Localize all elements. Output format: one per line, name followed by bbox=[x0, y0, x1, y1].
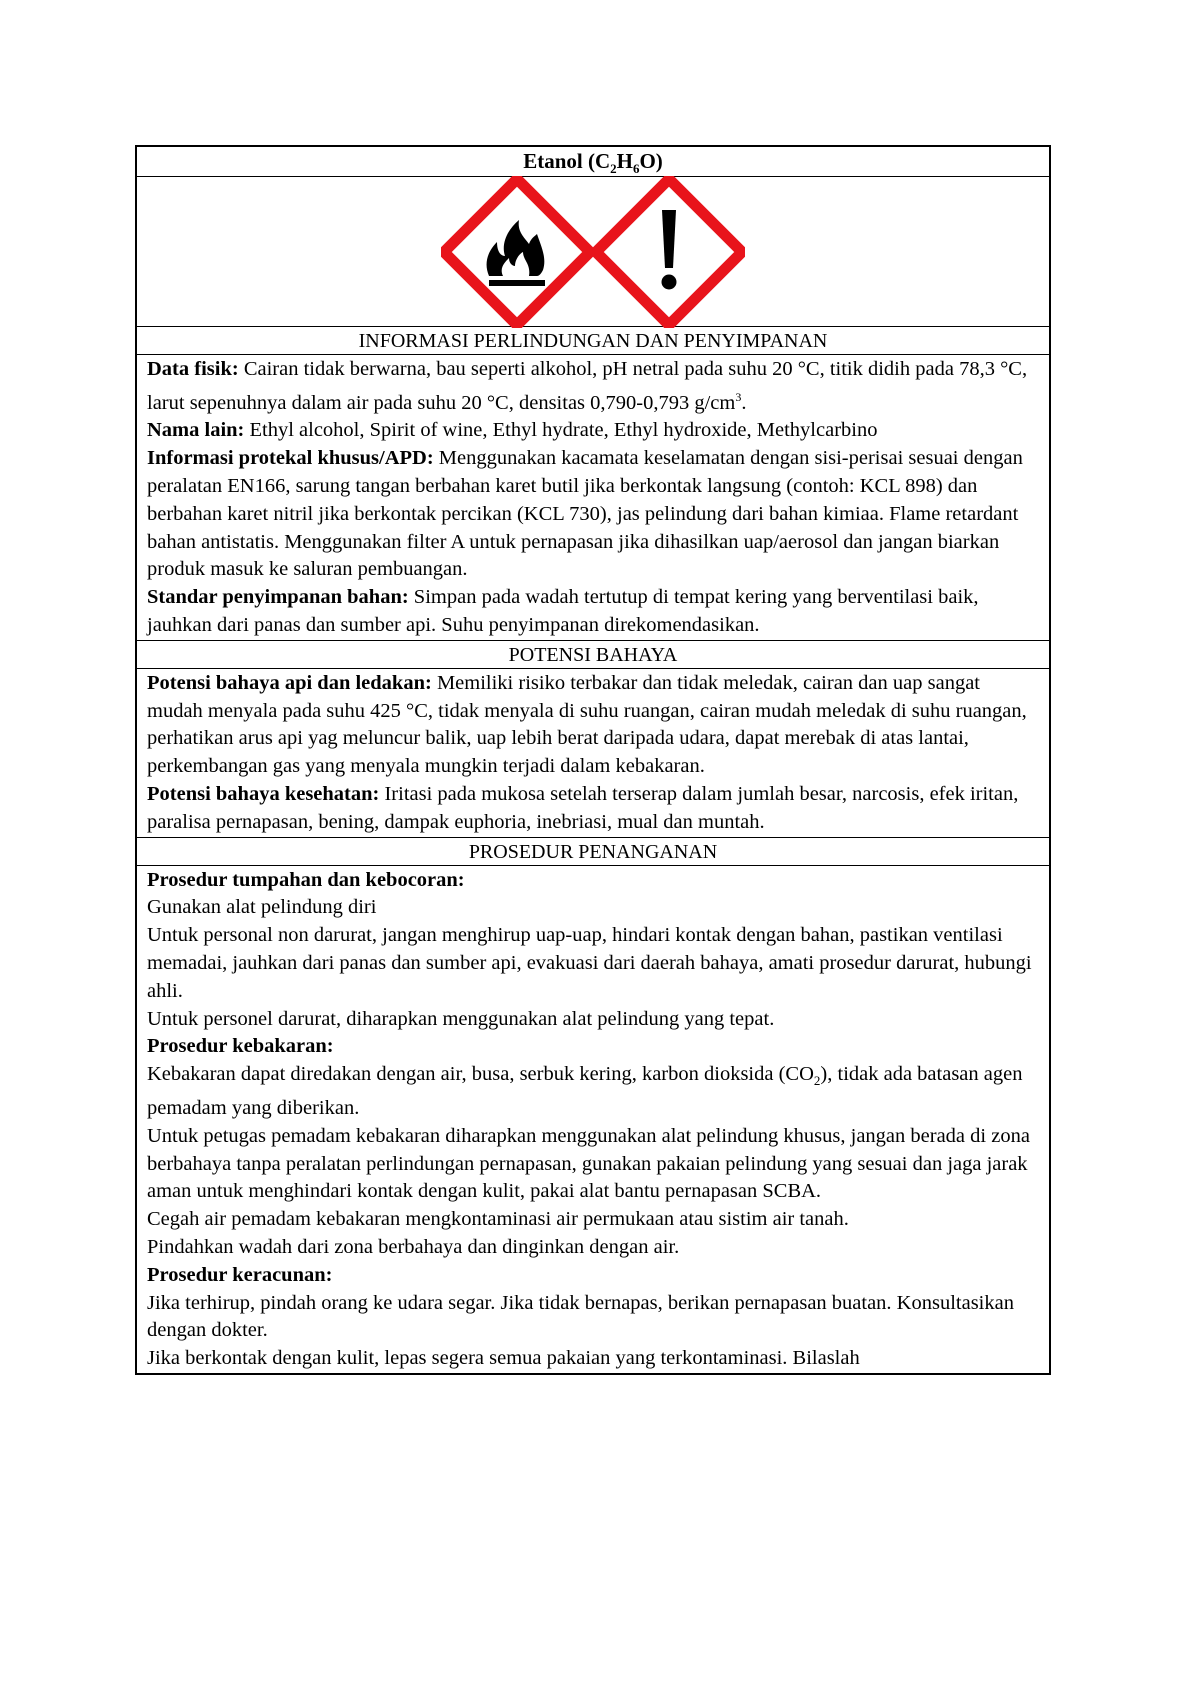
section-body-hazard bbox=[137, 669, 1049, 838]
paragraph-bahaya-api bbox=[147, 670, 1039, 781]
line-keracunan: Jika terhirup, pindah orang ke udara segar. Jika tidak bernapas, berikan pernapasan buatan. Konsultasikan dengan dokter. bbox=[147, 1291, 1014, 1342]
section-heading-protection: INFORMASI PERLINDUNGAN DAN PENYIMPANAN bbox=[137, 327, 1049, 355]
label-apd: Informasi protekal khusus/APD: bbox=[147, 447, 434, 470]
title-subscript: 2 bbox=[610, 161, 617, 177]
line-tumpahan: Untuk personel darurat, diharapkan menggunakan alat pelindung yang tepat. bbox=[147, 1007, 775, 1030]
label-nama-lain: Nama lain: bbox=[147, 419, 245, 442]
text-bahaya-api: Memiliki risiko terbakar dan tidak meledak, cairan dan uap sangat mudah menyala pada suhu 425 °C, tidak menyala di suhu ruangan, cairan mudah meledak di suhu ruangan, perhatikan arus api yag meluncur balik, uap lebih berat daripada udara, dapat merebak di atas lantai, perkembangan gas yang menyala mungkin terjadi dalam kebakaran. bbox=[147, 671, 1027, 778]
label-keracunan: Prosedur keracunan: bbox=[147, 1263, 333, 1286]
title-text: Etanol (C bbox=[523, 149, 611, 173]
paragraph-apd bbox=[147, 445, 1039, 584]
label-tumpahan: Prosedur tumpahan dan kebocoran: bbox=[147, 868, 465, 891]
exclamation-icon bbox=[593, 176, 745, 328]
label-kebakaran: Prosedur kebakaran: bbox=[147, 1035, 334, 1058]
label-bahaya-kesehatan: Potensi bahaya kesehatan: bbox=[147, 782, 380, 805]
text-penyimpanan: Simpan pada wadah tertutup di tempat kering yang berventilasi baik, jauhkan dari panas dan sumber api. Suhu penyimpanan direkomendasikan. bbox=[147, 586, 979, 636]
subscript: 2 bbox=[813, 1073, 821, 1089]
line-kebakaran bbox=[147, 1061, 1039, 1123]
paragraph-nama-lain bbox=[147, 417, 1039, 445]
line-keracunan: Jika berkontak dengan kulit, lepas segera semua pakaian yang terkontaminasi. Bilaslah bbox=[147, 1347, 860, 1370]
line-tumpahan: Gunakan alat pelindung diri bbox=[147, 896, 377, 919]
text-bahaya-kesehatan: Iritasi pada mukosa setelah terserap dalam jumlah besar, narcosis, efek iritan, paralisa pernapasan, bening, dampak euphoria, inebriasi, mual dan muntah. bbox=[147, 782, 1019, 833]
line-kebakaran: Untuk petugas pemadam kebakaran diharapkan menggunakan alat pelindung khusus, jangan berada di zona berbahaya tanpa peralatan perlindungan pernapasan, gunakan pakaian pelindung yang sesuai dan jaga jarak aman untuk menghindari kontak dengan kulit, pakai alat bantu pernapasan SCBA. bbox=[147, 1124, 1030, 1203]
text-apd: Menggunakan kacamata keselamatan dengan sisi-perisai sesuai dengan peralatan EN166, sarung tangan berbahan karet butil jika berkontak langsung (contoh: KCL 898) dan berbahan karet nitril jika berkontak percikan (KCL 730), jas pelindung dari bahan kimiaa. Flame retardant bahan antistatis. Menggunakan filter A untuk pernapasan jika dihasilkan uap/aerosol dan jangan biarkan produk masuk ke saluran pembuangan. bbox=[147, 447, 1023, 581]
text-nama-lain: Ethyl alcohol, Spirit of wine, Ethyl hydrate, Ethyl hydroxide, Methylcarbino bbox=[244, 419, 878, 442]
label-bahaya-api: Potensi bahaya api dan ledakan: bbox=[147, 671, 432, 694]
sds-table bbox=[135, 145, 1051, 1375]
text-data-fisik: Cairan tidak berwarna, bau seperti alkohol, pH netral pada suhu 20 °C, titik didih pada 78,3 °C, larut sepenuhnya dalam air pada suhu 20 °C, densitas 0,790-0,793 g/cm bbox=[147, 358, 1028, 414]
section-body-protection bbox=[137, 355, 1049, 641]
line-kebakaran: Pindahkan wadah dari zona berbahaya dan dinginkan dengan air. bbox=[147, 1236, 680, 1259]
flame-icon bbox=[441, 176, 593, 328]
section-body-procedure bbox=[137, 866, 1049, 1373]
line-tumpahan: Untuk personal non darurat, jangan menghirup uap-uap, hindari kontak dengan bahan, pastikan ventilasi memadai, jauhkan dari panas dan sumber api, evakuasi dari daerah bahaya, amati prosedur darurat, hubungi ahli. bbox=[147, 924, 1032, 1002]
paragraph-data-fisik bbox=[147, 356, 1039, 417]
superscript: 3 bbox=[735, 389, 742, 404]
text-kebakaran: ), tidak ada batasan agen pemadam yang diberikan. bbox=[147, 1063, 1023, 1120]
line-kebakaran: Cegah air pemadam kebakaran mengkontaminasi air permukaan atau sistim air tanah. bbox=[147, 1208, 849, 1231]
paragraph-bahaya-kesehatan bbox=[147, 781, 1039, 837]
title-text: H bbox=[616, 149, 633, 173]
label-penyimpanan: Standar penyimpanan bahan: bbox=[147, 586, 409, 609]
hazard-pictograms bbox=[137, 177, 1049, 327]
title-text: O) bbox=[639, 149, 663, 173]
label-data-fisik: Data fisik: bbox=[147, 358, 239, 380]
text-period: . bbox=[741, 391, 747, 414]
paragraph-penyimpanan bbox=[147, 584, 1039, 640]
text-kebakaran: Kebakaran dapat diredakan dengan air, busa, serbuk kering, karbon dioksida (CO bbox=[147, 1063, 814, 1086]
section-heading-procedure: PROSEDUR PENANGANAN bbox=[137, 838, 1049, 866]
substance-title bbox=[137, 147, 1049, 177]
title-subscript: 6 bbox=[632, 161, 640, 177]
section-heading-hazard: POTENSI BAHAYA bbox=[137, 641, 1049, 669]
